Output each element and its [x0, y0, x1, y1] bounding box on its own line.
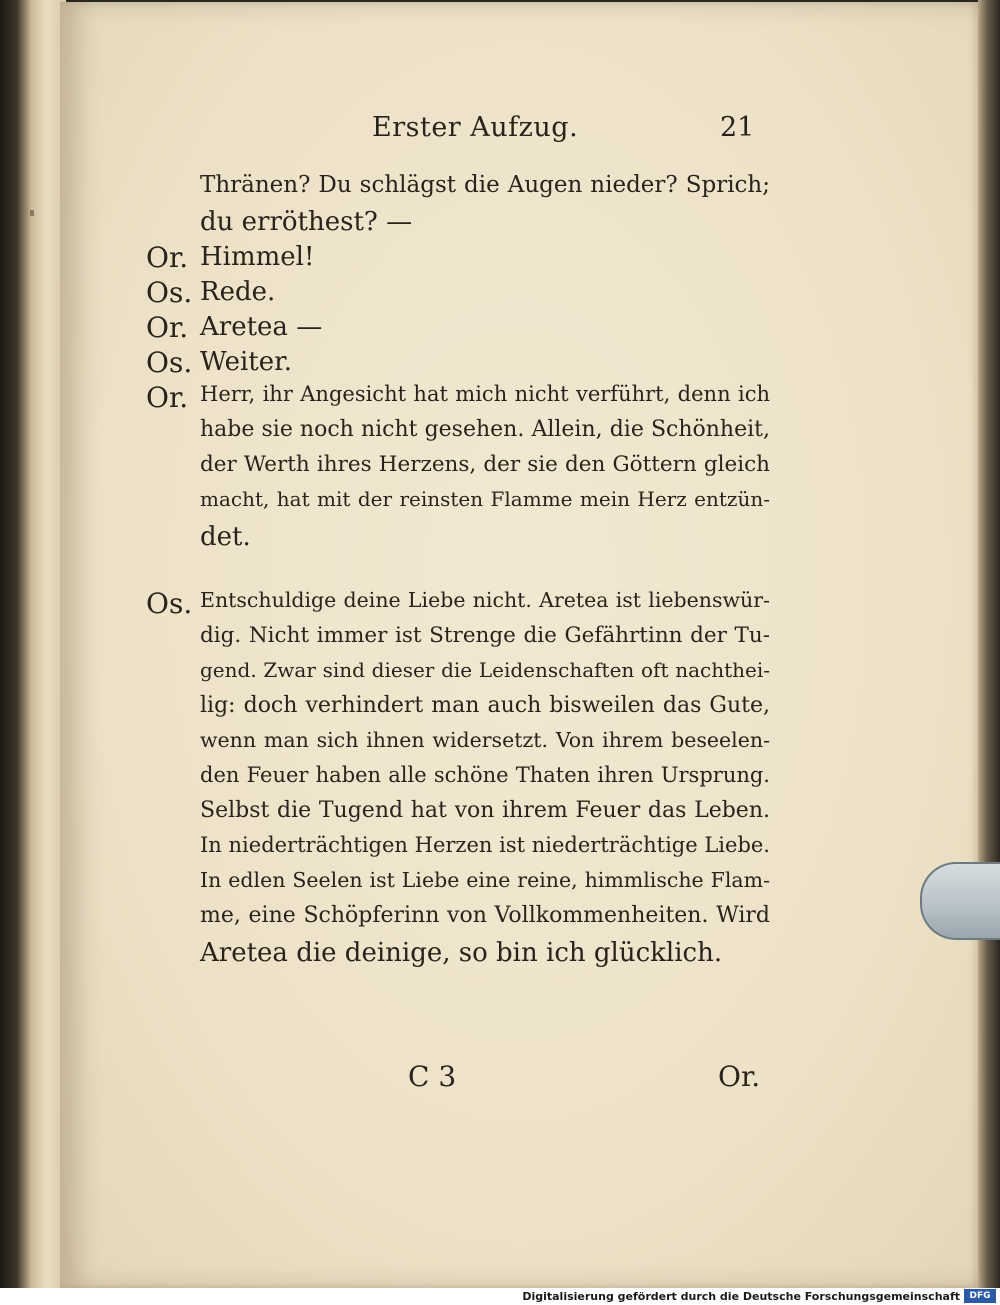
speaker-label: Os. [146, 346, 193, 379]
text-line: wenn man sich ihnen widersetzt. Von ihrem beseelen- [200, 728, 770, 752]
speaker-label: Or. [146, 311, 189, 344]
catchword: Or. [718, 1060, 761, 1093]
text-line: macht, hat mit der reinsten Flamme mein Herz entzün- [200, 487, 770, 511]
text-line: habe sie noch nicht gesehen. Allein, die Schönheit, [200, 417, 770, 442]
dfg-logo-icon: DFG [964, 1289, 996, 1303]
speaker-label: Or. [146, 241, 189, 274]
speaker-label: Os. [146, 276, 193, 309]
speaker-label: Or. [146, 381, 189, 414]
text-line: Selbst die Tugend hat von ihrem Feuer das Leben. [200, 798, 770, 823]
text-line: Entschuldige deine Liebe nicht. Aretea ist liebenswür- [200, 588, 770, 612]
text-line: gend. Zwar sind dieser die Leidenschaften oft nachthei- [200, 658, 770, 682]
page-edge [978, 0, 1000, 1288]
text-line: Weiter. [200, 347, 292, 377]
text-line: der Werth ihres Herzens, der sie den Göttern gleich [200, 452, 770, 477]
scan-speck [30, 210, 34, 216]
page-header-title: Erster Aufzug. [372, 112, 579, 143]
text-line: dig. Nicht immer ist Strenge die Gefährtinn der Tu- [200, 623, 770, 648]
signature-mark: C 3 [408, 1060, 457, 1093]
text-line: du erröthest? — [200, 207, 413, 237]
page-number: 21 [720, 112, 755, 143]
text-line: det. [200, 522, 251, 552]
credit-text: Digitalisierung gefördert durch die Deutsche Forschungsgemeinschaft [522, 1290, 960, 1303]
text-line: In niederträchtigen Herzen ist niederträchtige Liebe. [200, 833, 770, 857]
text-line: lig: doch verhindert man auch bisweilen das Gute, [200, 693, 770, 718]
text-line: Thränen? Du schlägst die Augen nieder? Sprich; [200, 172, 770, 198]
text-line: Aretea die deinige, so bin ich glücklich. [200, 938, 723, 968]
text-line: me, eine Schöpferinn von Vollkommenheiten. Wird [200, 903, 770, 928]
text-line: Himmel! [200, 242, 315, 272]
text-line: den Feuer haben alle schöne Thaten ihren Ursprung. [200, 763, 770, 787]
speaker-label: Os. [146, 587, 193, 620]
book-spine [0, 0, 66, 1288]
page-tab-marker [920, 862, 1000, 940]
text-line: Rede. [200, 277, 276, 307]
text-line: Aretea — [200, 312, 323, 342]
text-line: Herr, ihr Angesicht hat mich nicht verführt, denn ich [200, 382, 770, 406]
text-line: In edlen Seelen ist Liebe eine reine, himmlische Flam- [200, 868, 770, 892]
